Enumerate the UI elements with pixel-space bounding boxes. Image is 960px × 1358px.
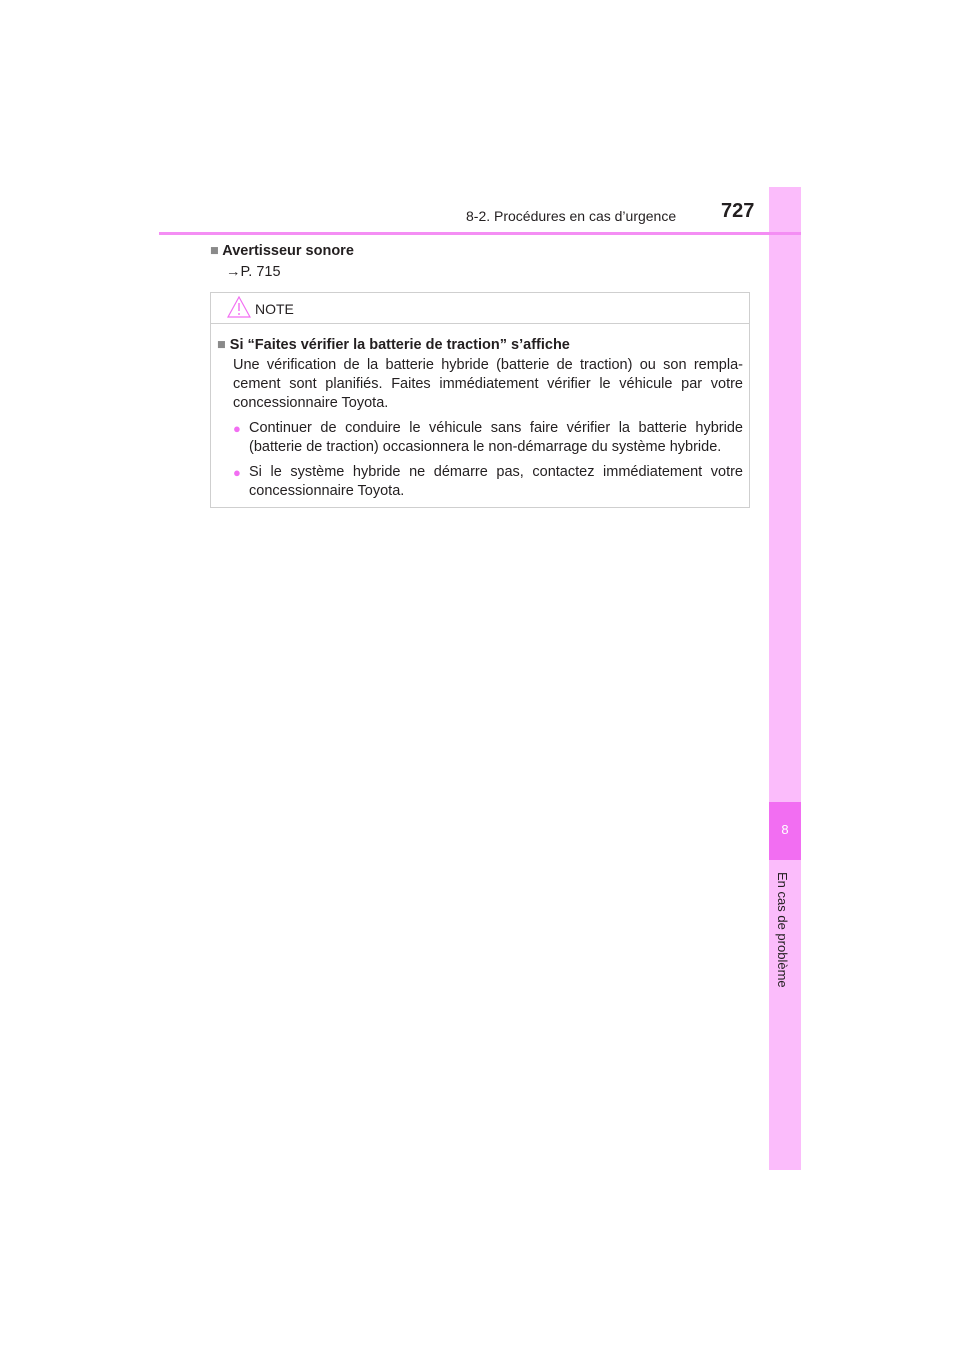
page-reference[interactable]: →P. 715 [226, 264, 281, 280]
warning-triangle-icon [227, 296, 251, 318]
heading-text: Avertisseur sonore [222, 243, 354, 259]
side-tab [769, 187, 801, 1170]
section-heading [210, 243, 354, 259]
list-item-text: Continuer de conduire le véhicule sans faire vérifier la batterie hybride (batterie de traction) occasionnera le non-démarrage du système hybride. [249, 420, 743, 455]
page-number: 727 [721, 200, 755, 222]
bullet-dot-icon: ● [233, 421, 241, 436]
header-rule [159, 232, 801, 235]
chapter-title: En cas de problème [775, 872, 790, 988]
square-bullet-icon: ■ [210, 243, 219, 259]
note-title: NOTE [255, 301, 294, 317]
list-item [233, 463, 743, 501]
note-header [211, 293, 749, 324]
note-subheading-text: Si “Faites vérifier la batterie de traction” s’affiche [229, 337, 570, 353]
note-box [210, 292, 750, 508]
chapter-number: 8 [781, 822, 789, 837]
square-bullet-icon: ■ [217, 337, 226, 353]
section-title: 8-2. Procédures en cas d’urgence [466, 208, 677, 224]
note-paragraph: Une vérification de la batterie hybride (batterie de traction) ou son remplacement sont planifiés. Faites immédiatement vérifier le véhicule par votre concessionnaire Toyota. [233, 357, 743, 411]
bullet-dot-icon: ● [233, 465, 241, 480]
list-item-text: Si le système hybride ne démarre pas, contactez immédiatement votre concessionnaire Toyota. [249, 464, 743, 499]
list-item [233, 419, 743, 457]
note-subheading [217, 336, 743, 355]
note-body [211, 324, 749, 501]
